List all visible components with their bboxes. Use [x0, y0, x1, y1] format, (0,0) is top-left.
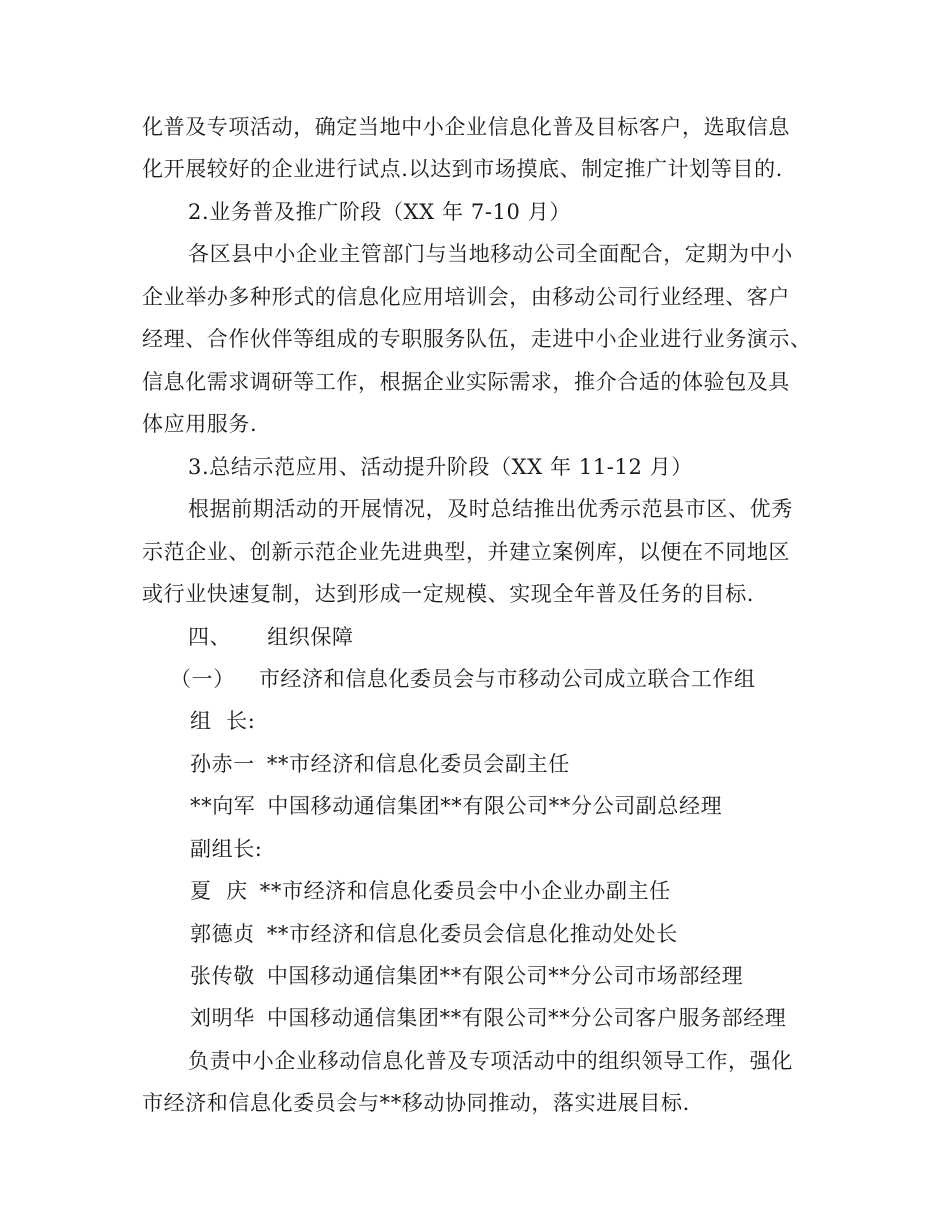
subsection-number: （一）	[170, 667, 235, 691]
person-title: 中国移动通信集团**有限公司**分公司市场部经理	[266, 964, 744, 988]
stage-heading: 2.业务普及推广阶段（XX 年 7-10 月）	[188, 200, 571, 224]
person-title: **市经济和信息化委员会副主任	[266, 752, 570, 776]
paragraph-line: 或行业快速复制，达到形成一定规模、实现全年普及任务的目标.	[142, 582, 755, 606]
paragraph-line: 负责中小企业移动信息化普及专项活动中的组织领导工作，强化	[188, 1049, 793, 1073]
deputy-label: 副组长:	[190, 837, 263, 861]
paragraph-line: 示范企业、创新示范企业先进典型，并建立案例库，以便在不同地区	[142, 540, 790, 564]
leader-entry	[190, 792, 722, 820]
person-title: 中国移动通信集团**有限公司**分公司副总经理	[267, 794, 723, 818]
deputy-entry	[190, 1004, 786, 1032]
section-title: 组织保障	[267, 625, 354, 649]
deputy-entry	[190, 962, 743, 990]
paragraph-line: 市经济和信息化委员会与**移动协同推动，落实进展目标.	[142, 1091, 690, 1115]
person-title: **市经济和信息化委员会中小企业办副主任	[259, 879, 671, 903]
person-name: **向军	[190, 794, 256, 818]
paragraph-line: 各区县中小企业主管部门与当地移动公司全面配合，定期为中小	[188, 242, 793, 266]
person-title: **市经济和信息化委员会信息化推动处处长	[266, 922, 678, 946]
section-heading	[188, 623, 354, 651]
paragraph-line: 根据前期活动的开展情况，及时总结推出优秀示范县市区、优秀	[188, 497, 793, 521]
paragraph-line: 企业举办多种形式的信息化应用培训会，由移动公司行业经理、客户	[142, 285, 790, 309]
stage-heading: 3.总结示范应用、活动提升阶段（XX 年 11-12 月）	[188, 455, 693, 479]
person-name: 张传敬	[190, 964, 255, 988]
paragraph-line: 化普及专项活动，确定当地中小企业信息化普及目标客户，选取信息	[142, 115, 790, 139]
deputy-entry	[190, 877, 671, 905]
person-name: 孙赤一	[190, 752, 255, 776]
paragraph-line: 化开展较好的企业进行试点.以达到市场摸底、制定推广计划等目的.	[142, 157, 783, 181]
leader-entry	[190, 750, 570, 778]
paragraph-line: 经理、合作伙伴等组成的专职服务队伍，走进中小企业进行业务演示、	[142, 327, 812, 351]
leader-label: 组 长:	[190, 709, 256, 733]
person-name: 郭德贞	[190, 922, 255, 946]
person-name: 夏 庆	[190, 879, 248, 903]
person-name: 刘明华	[190, 1006, 255, 1030]
paragraph-line: 体应用服务.	[142, 412, 258, 436]
section-number: 四、	[188, 625, 232, 649]
paragraph-line: 信息化需求调研等工作，根据企业实际需求，推介合适的体验包及具	[142, 370, 790, 394]
deputy-entry	[190, 920, 678, 948]
subsection-heading	[170, 665, 756, 693]
subsection-title: 市经济和信息化委员会与市移动公司成立联合工作组	[258, 667, 756, 691]
person-title: 中国移动通信集团**有限公司**分公司客户服务部经理	[266, 1006, 787, 1030]
